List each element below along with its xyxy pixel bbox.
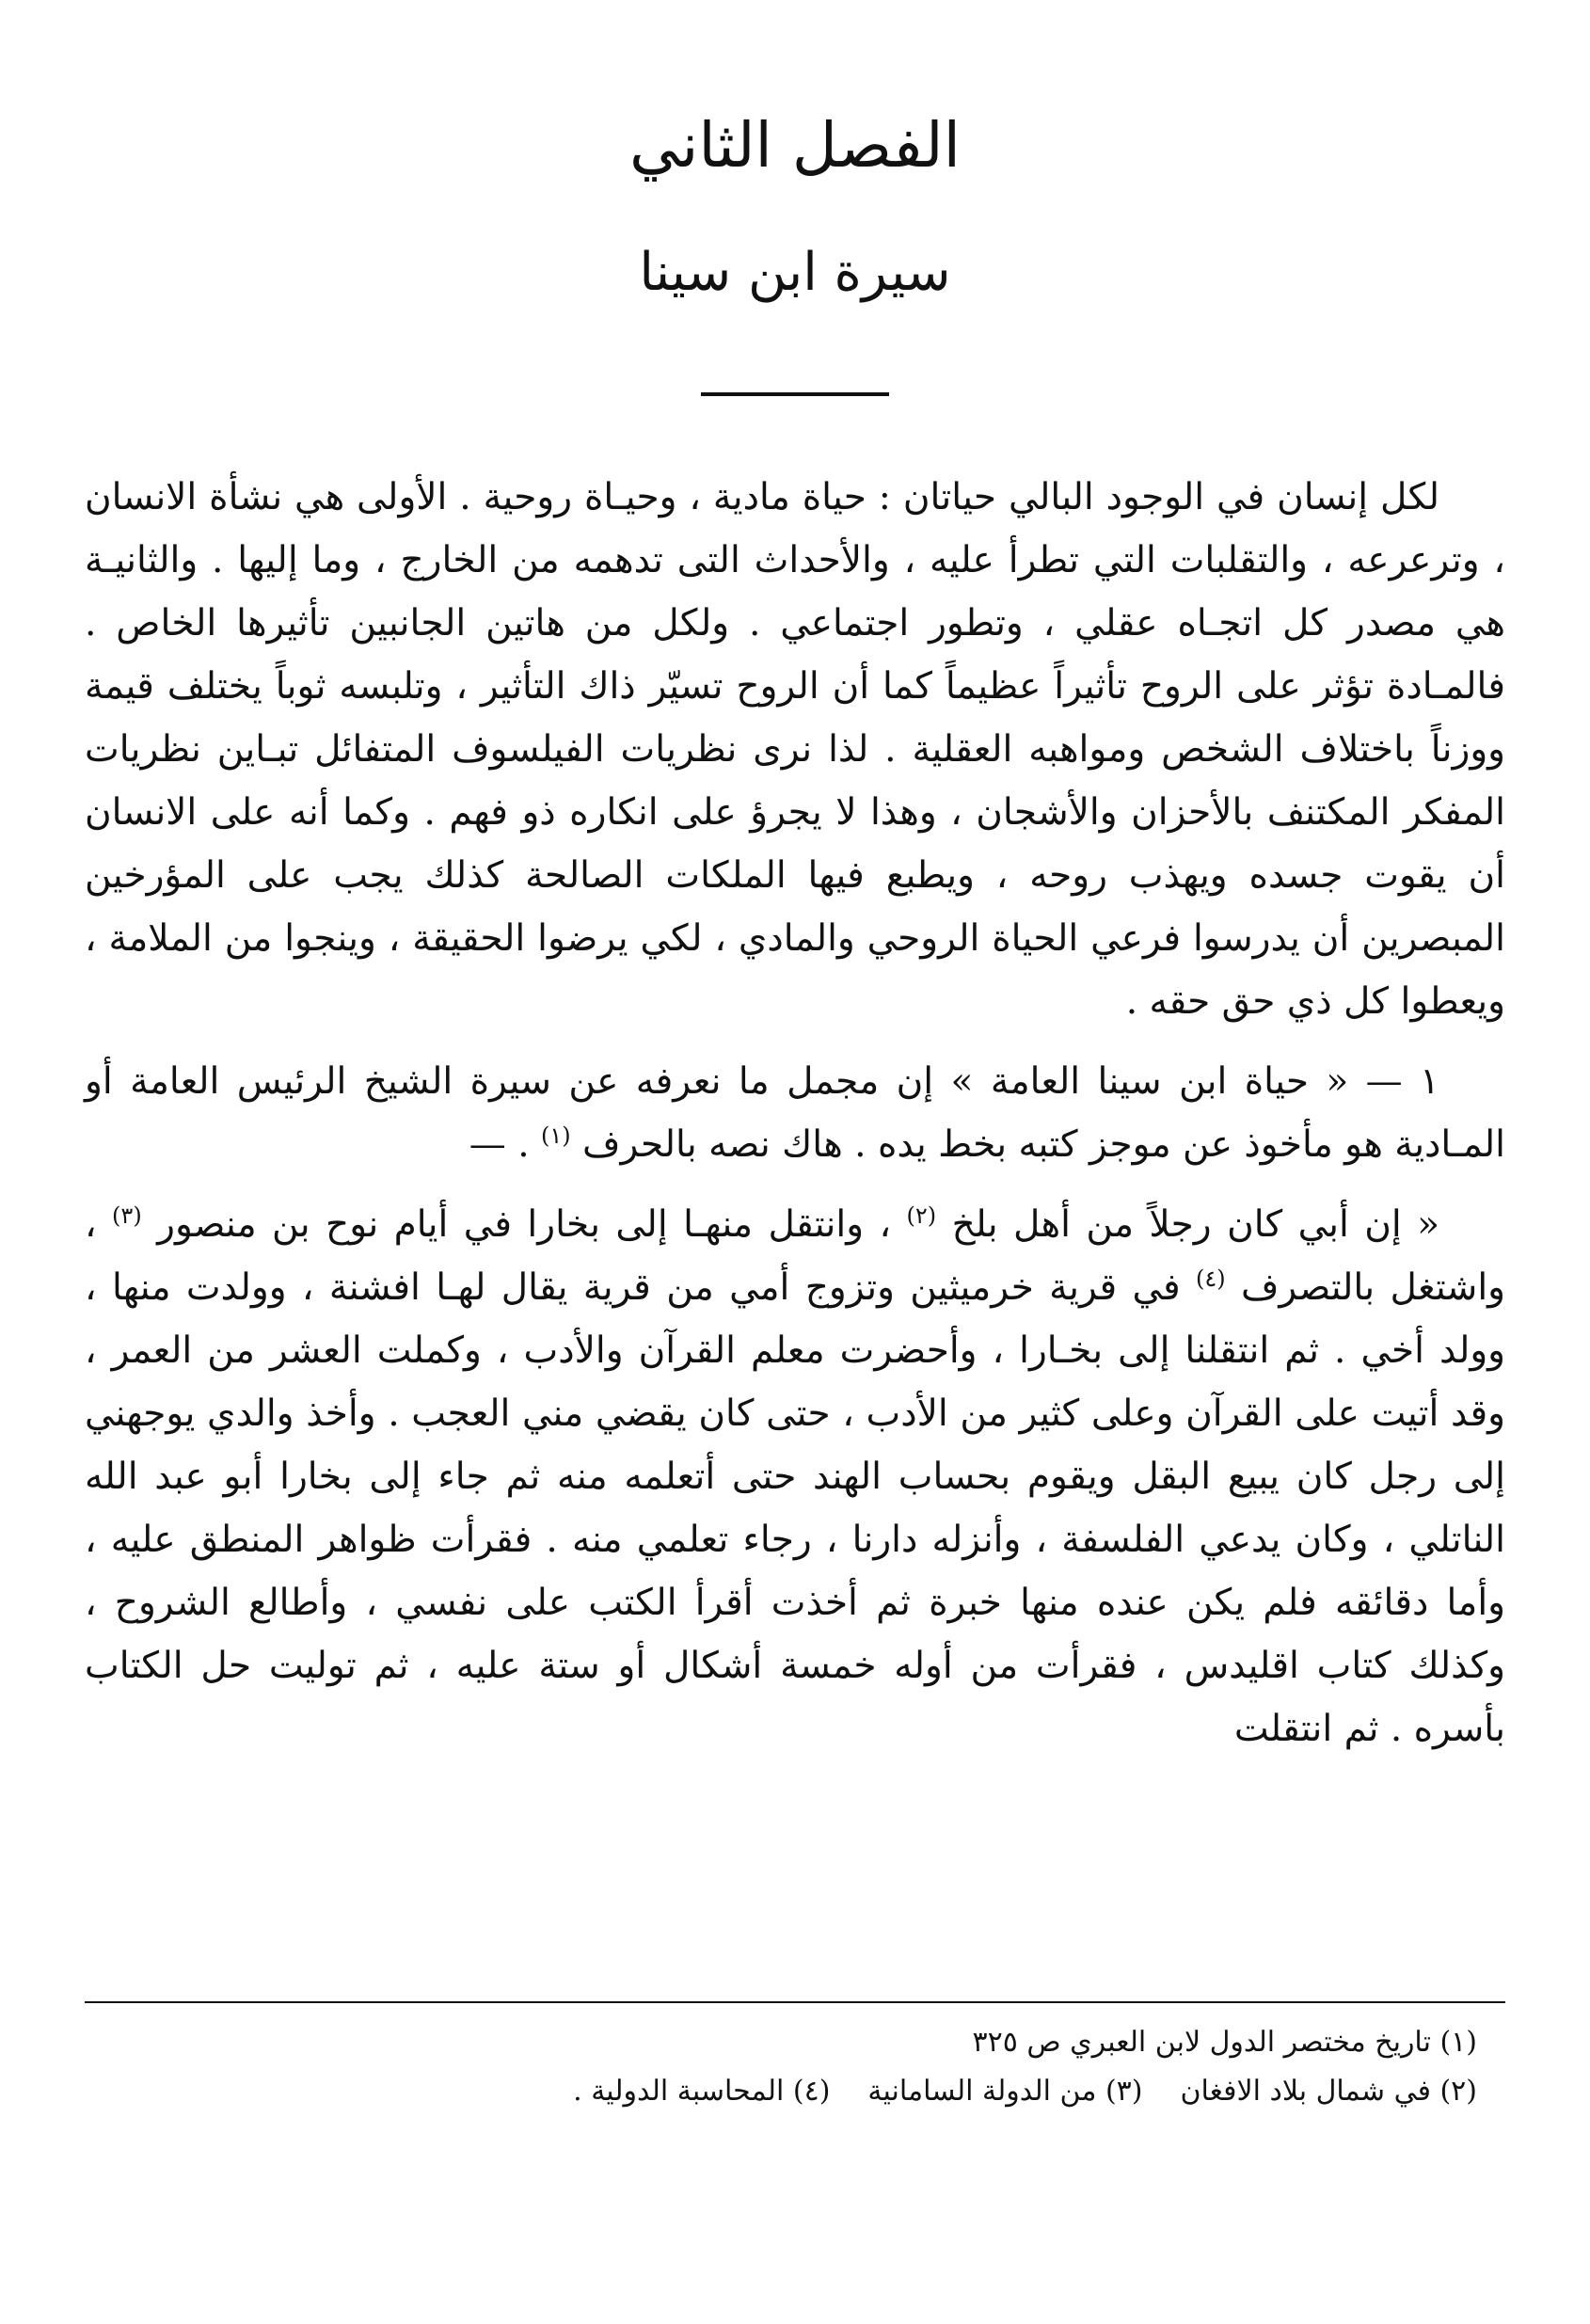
footnote-2: (٢) في شمال بلاد الافغان xyxy=(1180,2075,1477,2108)
footnote-3: (٣) من الدولة السامانية xyxy=(867,2075,1143,2108)
footnote-2-4 xyxy=(85,2067,1477,2116)
title-divider xyxy=(701,392,889,396)
paragraph-section-1-text: ١ — « حياة ابن سينا العامة » إن مجمل ما نعرفه عن سيرة الشيخ الرئيس العامة أو المـادية هو مأخوذ عن موجز كتبه بخط يده . هاك نصه بالحرف xyxy=(85,1060,1505,1166)
paragraph-section-1-tail: . — xyxy=(469,1123,541,1166)
footnote-ref-1[interactable]: (١) xyxy=(541,1122,571,1149)
quote-text-1: « إن أبي كان رجلاً من أهل بلخ xyxy=(936,1203,1440,1246)
paragraph-intro-text: لكل إنسان في الوجود البالي حياتان : حياة مادية ، وحيـاة روحية . الأولى هي نشأة الانسان ، وترعرعه ، والتقلبات التي تطرأ عليه ، والأحداث التى تدهمه من الخارج ، وما إليها . والثانيـة هي مصدر كل اتجـاه عقلي ، وتطور اجتماعي . ولكل من هاتين الجانبين تأثيرها الخاص . فالمـادة تؤثر على الروح تأثيراً عظيماً كما أن الروح تسيّر ذاك التأثير ، وتلبسه ثوباً يختلف قيمة ووزناً باختلاف الشخص ومواهبه العقلية . لذا نرى نظريات الفيلسوف المتفائل تبـاين نظريات المفكر المكتنف بالأحزان والأشجان ، وهذا لا يجرؤ على انكاره ذو فهم . وكما أنه على الانسان أن يقوت جسده ويهذب روحه ، ويطبع فيها الملكات الصالحة كذلك يجب على المؤرخين المبصرين أن يدرسوا فرعي الحياة الروحي والمادي ، لكي يرضوا الحقيقة ، وينجوا من الملامة ، ويعطوا كل ذي حق حقه . xyxy=(85,476,1505,1023)
footnote-ref-2[interactable]: (٢) xyxy=(906,1202,937,1229)
footnote-1: (١) تاريخ مختصر الدول لابن العبري ص ٣٢٥ xyxy=(972,2026,1477,2059)
footnote-ref-4[interactable]: (٤) xyxy=(1196,1265,1226,1292)
quote-text-2: ، وانتقل منهـا إلى بخارا في أيام نوح بن منصور xyxy=(141,1203,907,1246)
chapter-title: الفصل الثاني xyxy=(629,109,961,182)
paragraph-intro xyxy=(85,466,1505,1033)
chapter-subtitle: سيرة ابن سينا xyxy=(639,242,951,303)
footnote-divider xyxy=(85,2001,1505,2003)
paragraph-section-1 xyxy=(85,1050,1505,1176)
footnote-4: (٤) المحاسبة الدولية . xyxy=(573,2075,831,2108)
footnotes xyxy=(85,2018,1477,2116)
footnote-ref-3[interactable]: (٣) xyxy=(112,1202,142,1229)
paragraph-quote xyxy=(85,1193,1505,1760)
quote-text-4: في قرية خرميثين وتزوج أمي من قرية يقال لهـا افشنة ، وولدت منها ، وولد أخي . ثم انتقلنا إلى بخـارا ، وأحضرت معلم القرآن والأدب ، وكملت العشر من العمر ، وقد أتيت على القرآن وعلى كثير من الأدب ، حتى كان يقضي مني العجب . وأخذ والدي يوجهني إلى رجل كان يبيع البقل ويقوم بحساب الهند حتى أتعلمه منه ثم جاء إلى بخارا أبو عبد الله الناتلي ، وكان يدعي الفلسفة ، وأنزله دارنا ، رجاء تعلمي منه . فقرأت ظواهر المنطق عليه ، وأما دقائقه فلم يكن عنده منها خبرة ثم أخذت أقرأ الكتب على نفسي ، وأطالع الشروح ، وكذلك كتاب اقليدس ، فقرأت من أوله خمسة أشكال أو ستة عليه ، ثم توليت حل الكتاب بأسره . ثم انتقلت xyxy=(85,1266,1505,1750)
quote-text-3: ، واشتغل بالتصرف xyxy=(85,1203,1505,1309)
